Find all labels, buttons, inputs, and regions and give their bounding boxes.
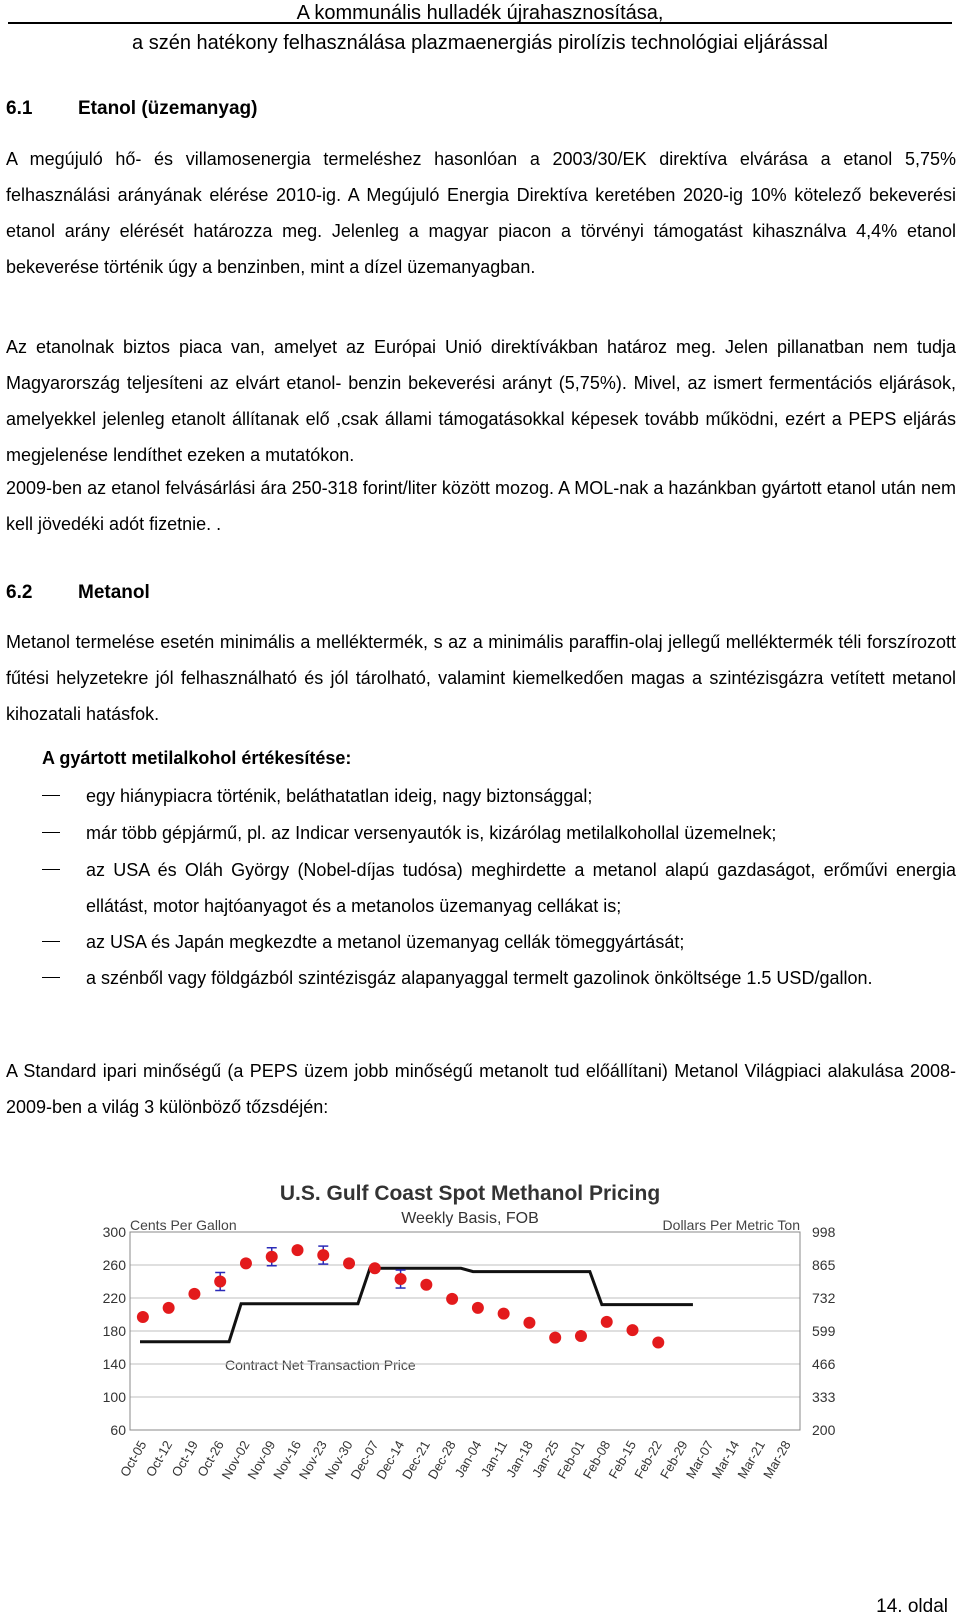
y-tick-right: 200: [812, 1422, 836, 1438]
spot-price-point: [549, 1332, 561, 1344]
spot-price-point: [575, 1330, 587, 1342]
x-tick-label: Mar-21: [734, 1438, 768, 1482]
section-title: Metanol: [78, 582, 150, 603]
x-tick-label: Feb-22: [631, 1438, 665, 1482]
x-tick-label: Dec-28: [424, 1438, 459, 1482]
x-tick-label: Dec-14: [373, 1438, 408, 1482]
y-tick-right: 732: [812, 1290, 836, 1306]
page-number: 14. oldal: [876, 1596, 948, 1617]
list-item-text: egy hiánypiacra történik, beláthatatlan ideig, nagy biztonsággal;: [86, 786, 593, 806]
dash-bullet: [42, 977, 60, 978]
x-tick-label: Mar-07: [682, 1438, 717, 1482]
header-line-1: A kommunális hulladék újrahasznosítása,: [296, 2, 664, 24]
y-tick-left: 260: [102, 1257, 126, 1273]
spot-price-point: [420, 1279, 432, 1291]
section-number: 6.1: [6, 98, 33, 119]
section-number: 6.2: [6, 582, 33, 603]
list-heading: A gyártott metilalkohol értékesítése:: [42, 748, 352, 768]
x-tick-label: Feb-29: [657, 1438, 691, 1482]
x-tick-label: Oct-26: [194, 1438, 227, 1480]
dash-bullet: [42, 941, 60, 942]
spot-price-point: [188, 1288, 200, 1300]
spot-price-point: [240, 1257, 252, 1269]
section-heading-6-2: [6, 582, 150, 604]
spot-price-point: [369, 1262, 381, 1274]
x-tick-label: Oct-05: [116, 1438, 150, 1480]
x-tick-label: Feb-01: [553, 1438, 588, 1482]
x-tick-label: Jan-11: [477, 1438, 511, 1480]
page-header: [8, 0, 952, 56]
y-tick-right: 599: [812, 1323, 836, 1339]
spot-price-point: [652, 1337, 664, 1349]
dash-bullet: [42, 795, 60, 796]
x-tick-label: Feb-15: [605, 1438, 640, 1482]
chart-series: [137, 1244, 693, 1348]
spot-price-point: [317, 1249, 329, 1261]
x-tick-label: Nov-23: [295, 1438, 330, 1482]
x-tick-label: Dec-21: [398, 1438, 433, 1482]
spot-price-point: [343, 1257, 355, 1269]
x-tick-label: Jan-18: [503, 1438, 537, 1480]
contract-line-label: Contract Net Transaction Price: [225, 1357, 416, 1373]
chart-svg: [100, 1180, 840, 1540]
x-tick-label: Nov-09: [244, 1438, 279, 1482]
spot-price-point: [395, 1273, 407, 1285]
dash-bullet: [42, 832, 60, 833]
x-tick-label: Feb-08: [579, 1438, 614, 1482]
y-tick-left: 300: [102, 1224, 126, 1240]
section-title: Etanol (üzemanyag): [78, 98, 258, 119]
y-tick-right: 865: [812, 1257, 836, 1273]
spot-price-point: [498, 1308, 510, 1320]
list-item-text: az USA és Oláh György (Nobel-díjas tudósa) meghirdette a metanol alapú gazdaságot, erőművi energia ellátást, motor hajtóanyagot és a metanolos üzemanyag cellákat is;: [86, 860, 956, 916]
x-tick-label: Nov-30: [321, 1438, 356, 1482]
x-tick-label: Mar-28: [760, 1438, 794, 1482]
spot-price-point: [601, 1316, 613, 1328]
y-tick-left: 60: [110, 1422, 126, 1438]
spot-price-point: [163, 1302, 175, 1314]
list-item-text: az USA és Japán megkezdte a metanol üzemanyag cellák tömeggyártását;: [86, 932, 685, 952]
y-tick-left: 220: [102, 1290, 126, 1306]
y-tick-left: 180: [102, 1323, 126, 1339]
y-tick-right: 333: [812, 1389, 836, 1405]
dash-bullet: [42, 869, 60, 870]
y-tick-left: 100: [102, 1389, 126, 1405]
chart-title: U.S. Gulf Coast Spot Methanol Pricing: [279, 1182, 661, 1205]
paragraph: A Standard ipari minőségű (a PEPS üzem jobb minőségű metanolt tud előállítani) Metanol Világpiaci alakulása 2008-2009-ben a világ 3 különböző tőzsdéjén:: [6, 1061, 956, 1117]
paragraph: 2009-ben az etanol felvásárlási ára 250-318 forint/liter között mozog. A MOL-nak a hazánkban gyártott etanol után nem kell jövedéki adót fizetnie. .: [6, 478, 956, 534]
spot-price-point: [472, 1302, 484, 1314]
x-tick-label: Dec-07: [347, 1438, 382, 1482]
left-axis-label: Cents Per Gallon: [130, 1217, 237, 1233]
spot-price-point: [446, 1293, 458, 1305]
spot-price-point: [292, 1244, 304, 1256]
x-tick-label: Jan-25: [528, 1438, 562, 1480]
spot-price-point: [266, 1251, 278, 1263]
x-tick-label: Mar-14: [708, 1438, 743, 1482]
methanol-price-chart: [100, 1180, 840, 1540]
spot-price-point: [627, 1324, 639, 1336]
header-line-2: a szén hatékony felhasználása plazmaenergiás pirolízis technológiai eljárással: [132, 32, 828, 54]
list-item-text: a szénből vagy földgázból szintézisgáz alapanyaggal termelt gazolinok önköltsége 1.5 USD/gallon.: [86, 968, 873, 988]
spot-price-point: [523, 1317, 535, 1329]
x-tick-label: Nov-02: [218, 1438, 253, 1482]
header-rule: [8, 22, 952, 24]
paragraph: Az etanolnak biztos piaca van, amelyet az Európai Unió direktívákban határoz meg. Jelen pillanatban nem tudja Magyarország teljesíteni az elvárt etanol- benzin bekeverési arányt (5,75%). Mivel, az ismert fermentációs eljárások, amelyekkel jelenleg etanolt állítanak elő ,csak állami támogatásokkal képesek tovább működni, ezért a PEPS eljárás megjelenése lendíthet ezeken a mutatókon.: [6, 337, 956, 465]
chart-grid: [130, 1232, 800, 1430]
y-tick-right: 998: [812, 1224, 836, 1240]
x-tick-label: Oct-19: [168, 1438, 202, 1480]
spot-price-point: [214, 1276, 226, 1288]
right-axis-label: Dollars Per Metric Ton: [662, 1217, 800, 1233]
y-tick-right: 466: [812, 1356, 836, 1372]
chart-axes: [103, 1224, 836, 1482]
list-item-text: már több gépjármű, pl. az Indicar versenyautók is, kizárólag metilalkohollal üzemelnek;: [86, 823, 777, 843]
paragraph: A megújuló hő- és villamosenergia termeléshez hasonlóan a 2003/30/EK direktíva elvárása a etanol 5,75% felhasználási arányának elérése 2010-ig. A Megújuló Energia Direktíva keretében 2020-ig 10% kötelező bekeverési etanol arány elérését határozza meg. Jelenleg a magyar piacon a törvényi támogatást kihasználva 4,4% etanol bekeverése történik úgy a benzinben, mint a dízel üzemanyagban.: [6, 149, 956, 277]
paragraph: Metanol termelése esetén minimális a melléktermék, s az a minimális paraffin-olaj jellegű melléktermék téli forszírozott fűtési helyzetekre jól felhasználható és jól tárolható, valamint kiemelkedően magas a szintézisgázra vetített metanol kihozatali hatásfok.: [6, 632, 956, 724]
y-tick-left: 140: [102, 1356, 126, 1372]
spot-price-point: [137, 1311, 149, 1323]
x-tick-label: Jan-04: [451, 1438, 485, 1480]
x-tick-label: Nov-16: [270, 1438, 305, 1482]
chart-subtitle: Weekly Basis, FOB: [401, 1210, 539, 1227]
x-tick-label: Oct-12: [142, 1438, 176, 1480]
section-heading-6-1: [6, 98, 257, 120]
